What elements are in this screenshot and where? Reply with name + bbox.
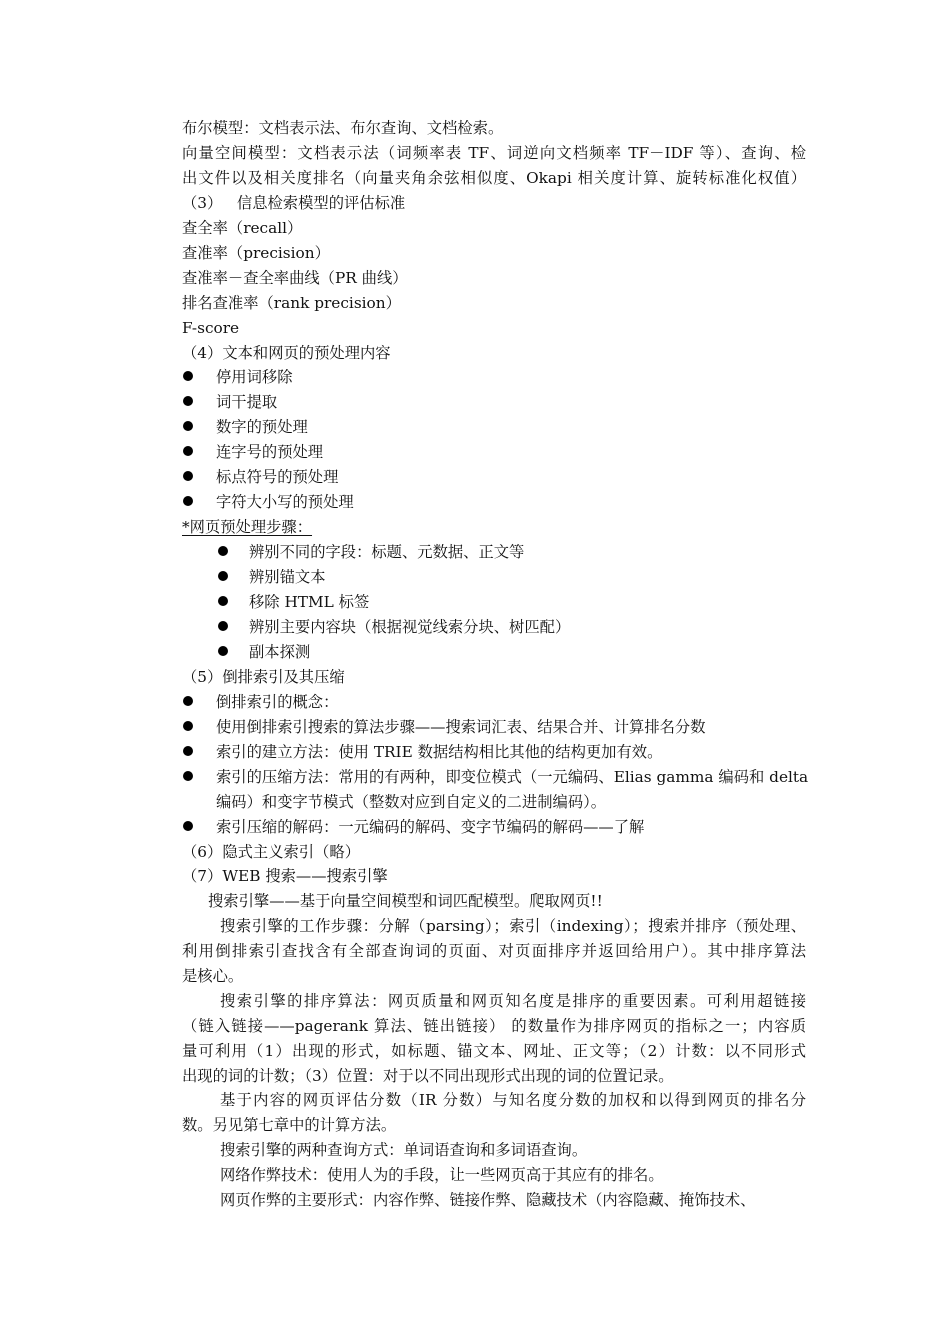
list-item: 连字号的预处理	[216, 443, 324, 461]
list-item: 标点符号的预处理	[216, 468, 339, 486]
paragraph-line: 数。另见第七章中的计算方法。	[182, 1116, 397, 1134]
list-item: 使用倒排索引搜索的算法步骤——搜索词汇表、结果合并、计算排名分数	[216, 718, 706, 736]
bullet-icon	[218, 546, 228, 556]
paragraph-line: 利用倒排索引查找含有全部查询词的页面、对页面排序并返回给用户）。其中排序算法	[182, 942, 806, 960]
list-item: 停用词移除	[216, 368, 293, 386]
bullet-icon	[183, 421, 193, 431]
list-item: 索引的建立方法：使用 TRIE 数据结构相比其他的结构更加有效。	[216, 743, 663, 761]
paragraph-line: 搜索引擎的工作步骤：分解（parsing）；索引（indexing）；搜索并排序（预处理、	[220, 917, 806, 935]
paragraph-line: 量可利用（1）出现的形式，如标题、锚文本、网址、正文等；（2）计数：以不同形式	[182, 1042, 806, 1060]
list-item-continuation: 编码）和变字节模式（整数对应到自定义的二进制编码）。	[216, 793, 607, 811]
bullet-icon	[183, 396, 193, 406]
paragraph-line: 网络作弊技术：使用人为的手段，让一些网页高于其应有的排名。	[220, 1166, 664, 1184]
boolean-model-line: 布尔模型：文档表示法、布尔查询、文档检索。	[182, 119, 504, 137]
section-5-heading: （5）倒排索引及其压缩	[182, 668, 345, 686]
f-score-line: F-score	[182, 319, 240, 337]
list-item: 辨别主要内容块（根据视觉线索分块、树匹配）	[249, 618, 571, 636]
web-preprocess-heading: *网页预处理步骤：	[182, 518, 313, 536]
bullet-icon	[183, 471, 193, 481]
paragraph-line: 搜索引擎——基于向量空间模型和词匹配模型。爬取网页!!	[208, 892, 603, 910]
bullet-icon	[183, 746, 193, 756]
bullet-icon	[218, 646, 228, 656]
list-item: 字符大小写的预处理	[216, 493, 354, 511]
list-item: 词干提取	[216, 393, 278, 411]
bullet-icon	[183, 771, 193, 781]
list-item: 数字的预处理	[216, 418, 308, 436]
paragraph-line: 出现的词的计数；（3）位置：对于以不同出现形式出现的词的位置记录。	[182, 1067, 674, 1085]
pr-curve-line: 查准率－查全率曲线（PR 曲线）	[182, 269, 408, 287]
bullet-icon	[218, 596, 228, 606]
section-4-heading: （4）文本和网页的预处理内容	[182, 344, 391, 362]
bullet-icon	[183, 446, 193, 456]
vector-space-model-line-2: 出文件以及相关度排名（向量夹角余弦相似度、Okapi 相关度计算、旋转标准化权值）	[182, 169, 806, 187]
list-item: 移除 HTML 标签	[249, 593, 370, 611]
list-item: 副本探测	[249, 643, 311, 661]
bullet-icon	[183, 821, 193, 831]
paragraph-line: （链入链接——pagerank 算法、链出链接） 的数量作为排序网页的指标之一；内容质	[182, 1017, 806, 1035]
vector-space-model-line: 向量空间模型：文档表示法（词频率表 TF、词逆向文档频率 TF－IDF 等）、查询、检	[182, 144, 806, 162]
bullet-icon	[183, 696, 193, 706]
list-item: 索引的压缩方法：常用的有两种，即变位模式（一元编码、Elias gamma 编码和 delta	[216, 768, 809, 786]
paragraph-line: 搜索引擎的排序算法：网页质量和网页知名度是排序的重要因素。可利用超链接	[220, 992, 806, 1010]
section-3-heading: （3） 信息检索模型的评估标准	[182, 194, 406, 212]
bullet-icon	[183, 371, 193, 381]
paragraph-line: 网页作弊的主要形式：内容作弊、链接作弊、隐藏技术（内容隐藏、掩饰技术、	[220, 1191, 756, 1209]
paragraph-line: 搜索引擎的两种查询方式：单词语查询和多词语查询。	[220, 1141, 588, 1159]
bullet-icon	[183, 496, 193, 506]
list-item: 索引压缩的解码：一元编码的解码、变字节编码的解码——了解	[216, 818, 645, 836]
list-item: 辨别不同的字段：标题、元数据、正文等	[249, 543, 525, 561]
recall-line: 查全率（recall）	[182, 219, 303, 237]
list-item: 辨别锚文本	[249, 568, 326, 586]
bullet-icon	[183, 721, 193, 731]
rank-precision-line: 排名查准率（rank precision）	[182, 294, 401, 312]
paragraph-line: 基于内容的网页评估分数（IR 分数）与知名度分数的加权和以得到网页的排名分	[220, 1091, 806, 1109]
section-6-heading: （6）隐式主义索引（略）	[182, 843, 360, 861]
bullet-icon	[218, 621, 228, 631]
bullet-icon	[218, 571, 228, 581]
list-item: 倒排索引的概念：	[216, 693, 339, 711]
precision-line: 查准率（precision）	[182, 244, 330, 262]
paragraph-line: 是核心。	[182, 967, 244, 985]
section-7-heading: （7）WEB 搜索——搜索引擎	[182, 867, 388, 885]
